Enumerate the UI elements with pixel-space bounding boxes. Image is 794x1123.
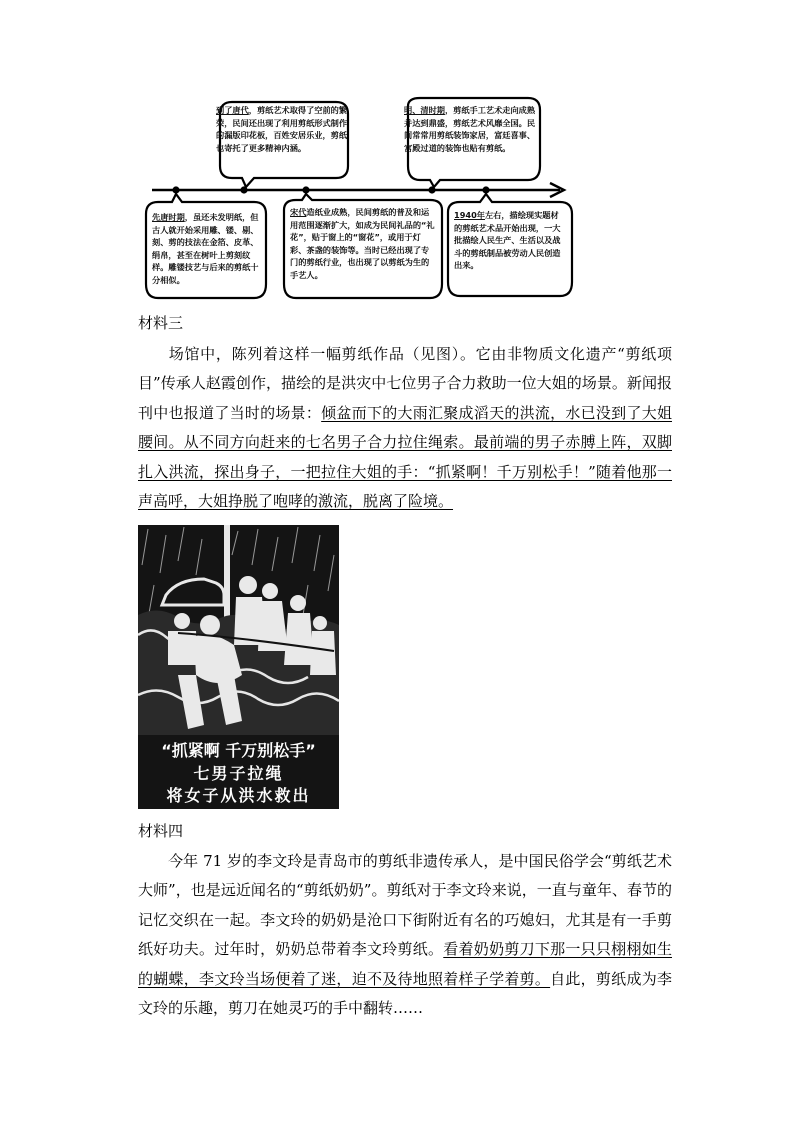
text-1940: 左右，描绘现实题材的剪纸艺术品开始出现，一大批描绘人民生产、生活以及战斗的剪纸制品被劳动人民创造出来。	[454, 210, 561, 271]
bubble-1940	[454, 209, 566, 272]
material3-underlined-text: 倾盆而下的大雨汇聚成滔天的洪流，水已没到了大姐腰间。从不同方向赶来的七名男子合力拉住绳索。最前端的男子赤膊上阵，双脚扎入洪流，探出身子，一把拉住大姐的手：“抓紧啊！千万别松手！”随着他那一声高呼，大姐挣脱了咆哮的激流，脱离了险境。	[138, 403, 672, 511]
timeline-diagram	[136, 94, 576, 304]
material4-heading: 材料四	[138, 822, 184, 840]
material4-underlined-text: 看着奶奶剪刀下那一只只栩栩如生的蝴蝶，李文玲当场便着了迷，迫不及待地照着样子学着剪。	[138, 940, 672, 988]
text-tang: ，剪纸艺术取得了空前的繁荣，民间还出现了利用剪纸形式制作的漏版印花板，百姓安居乐业，剪纸也寄托了更多精神内涵。	[216, 105, 348, 153]
era-tang: 到了唐代	[216, 105, 249, 115]
bubble-tang	[216, 104, 350, 154]
timeline-dot-tang	[240, 186, 247, 193]
bubble-song	[290, 206, 436, 282]
text-ming: ，剪纸手工艺术走向成熟并达到鼎盛，剪纸艺术风靡全国。民间常常用剪纸装饰家居，富廷喜事、宫殿过道的装饰也贴有剪纸。	[404, 105, 536, 153]
timeline-dot-ming	[428, 186, 435, 193]
papercut-caption-line1: “抓紧啊 千万别松手”	[161, 741, 316, 760]
era-song: 宋代	[290, 207, 307, 217]
material4-text: 今年 71 岁的李文玲是青岛市的剪纸非遗传承人，是中国民俗学会“剪纸艺术大师”，也是远近闻名的“剪纸奶奶”。剪纸对于李文玲来说，一直与童年、春节的记忆交织在一起。李文玲的奶奶是沧口下街附近有名的巧媳妇，尤其是有一手剪纸好功夫。过年时，奶奶总带着李文玲剪纸。	[138, 852, 672, 959]
era-ming: 明、清时期	[404, 105, 445, 115]
material4-text-end: 自此，剪纸成为李文玲的乐趣，剪刀在她灵巧的手中翻转……	[138, 969, 672, 1018]
text-xianqin: ，虽还未发明纸，但古人就开始采用雕、镂、剔、刻、剪的技法在金箔、皮革、绢帛，甚至在树叶上剪刻纹样。雕镂技艺与后来的剪纸十分相似。	[152, 212, 259, 285]
papercut-caption-line3: 将女子从洪水救出	[166, 786, 311, 805]
era-1940: 1940年	[454, 210, 485, 220]
papercut-artwork	[138, 525, 339, 809]
era-xianqin: 先唐时期	[152, 212, 185, 222]
material3-paragraph	[138, 340, 672, 516]
bubble-xianqin	[152, 211, 260, 287]
text-song: 造纸业成熟，民间剪纸的普及和运用范围逐渐扩大，如成为民间礼品的“礼花”，贴于窗上的“窗花”，或用于灯彩、茶盏的装饰等。当时已经出现了专门的剪纸行业，也出现了以剪纸为生的手艺人。	[290, 207, 435, 280]
material4-paragraph	[138, 847, 672, 1023]
bubble-ming	[404, 104, 538, 154]
papercut-caption-line2: 七男子拉绳	[193, 764, 284, 783]
material3-heading: 材料三	[138, 314, 184, 332]
material3-text: 场馆中，陈列着这样一幅剪纸作品（见图）。它由非物质文化遗产“剪纸项目”传承人赵霞创作，描绘的是洪灾中七位男子合力救助一位大姐的场景。新闻报刊中也报道了当时的场景：	[138, 345, 672, 422]
